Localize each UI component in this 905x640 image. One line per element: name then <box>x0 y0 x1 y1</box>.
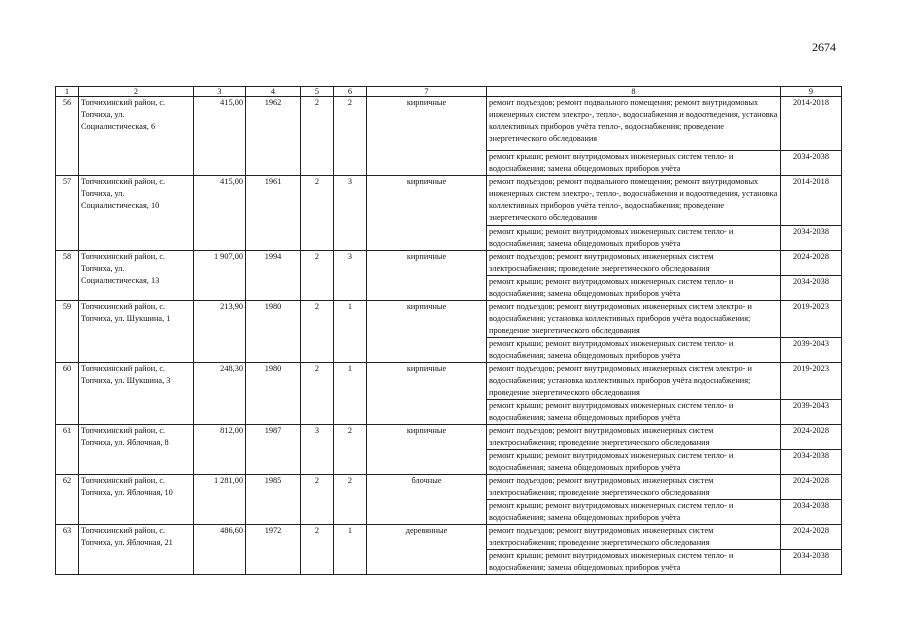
area-cell: 213,90 <box>194 301 246 363</box>
work-description-cell: ремонт крыши; ремонт внутридомовых инженерных систем тепло- и водоснабжения; замена общедомовых приборов учёта <box>487 276 781 301</box>
material-cell: блочные <box>367 475 487 525</box>
period-cell: 2024-2028 <box>781 251 842 276</box>
period-cell: 2034-2038 <box>781 550 842 575</box>
work-description-cell: ремонт подъездов; ремонт внутридомовых инженерных систем электро- и водоснабжения; установка коллективных приборов учёта водоснабжения; проведение энергетического обследования <box>487 301 781 338</box>
entrances-cell: 3 <box>334 251 367 301</box>
period-cell: 2034-2038 <box>781 450 842 475</box>
period-cell: 2034-2038 <box>781 276 842 301</box>
work-description-cell: ремонт подъездов; ремонт внутридомовых инженерных систем электроснабжения; проведение энергетического обследования <box>487 251 781 276</box>
floors-cell: 3 <box>301 425 334 475</box>
col-header: 7 <box>367 87 487 97</box>
period-cell: 2034-2038 <box>781 226 842 251</box>
work-description-cell: ремонт крыши; ремонт внутридомовых инженерных систем тепло- и водоснабжения; замена общедомовых приборов учёта <box>487 400 781 425</box>
table-row <box>56 176 842 226</box>
year-cell: 1987 <box>246 425 301 475</box>
floors-cell: 2 <box>301 475 334 525</box>
material-cell: деревянные <box>367 525 487 575</box>
table-row <box>56 97 842 151</box>
row-number: 61 <box>56 425 79 475</box>
row-number: 57 <box>56 176 79 251</box>
row-number: 60 <box>56 363 79 425</box>
work-description-cell: ремонт крыши; ремонт внутридомовых инженерных систем тепло- и водоснабжения; замена общедомовых приборов учёта <box>487 151 781 176</box>
material-cell: кирпичные <box>367 425 487 475</box>
col-header: 6 <box>334 87 367 97</box>
address-cell: Топчихинский район, с. Топчиха, ул. Яблочная, 10 <box>79 475 194 525</box>
material-cell: кирпичные <box>367 301 487 363</box>
year-cell: 1961 <box>246 176 301 251</box>
floors-cell: 2 <box>301 97 334 176</box>
period-cell: 2034-2038 <box>781 500 842 525</box>
work-description-cell: ремонт подъездов; ремонт внутридомовых инженерных систем электроснабжения; проведение энергетического обследования <box>487 475 781 500</box>
entrances-cell: 2 <box>334 425 367 475</box>
address-cell: Топчихинский район, с. Топчиха, ул. Социалистическая, 6 <box>79 97 194 176</box>
period-cell: 2014-2018 <box>781 176 842 226</box>
work-description-cell: ремонт подъездов; ремонт подвального помещения; ремонт внутридомовых инженерных систем электро-, тепло-, водоснабжения и водоотведения, установка коллективных приборов учёта тепло-, водоснабжения; проведение энергетического обследования <box>487 97 781 151</box>
entrances-cell: 2 <box>334 475 367 525</box>
area-cell: 1 907,00 <box>194 251 246 301</box>
year-cell: 1994 <box>246 251 301 301</box>
table-row <box>56 363 842 400</box>
row-number: 63 <box>56 525 79 575</box>
floors-cell: 2 <box>301 525 334 575</box>
year-cell: 1985 <box>246 475 301 525</box>
address-cell: Топчихинский район, с. Топчиха, ул. Шукшина, 3 <box>79 363 194 425</box>
area-cell: 486,60 <box>194 525 246 575</box>
material-cell: кирпичные <box>367 363 487 425</box>
period-cell: 2039-2043 <box>781 338 842 363</box>
work-description-cell: ремонт крыши; ремонт внутридомовых инженерных систем тепло- и водоснабжения; замена общедомовых приборов учёта <box>487 450 781 475</box>
row-number: 58 <box>56 251 79 301</box>
address-cell: Топчихинский район, с. Топчиха, ул. Социалистическая, 13 <box>79 251 194 301</box>
period-cell: 2019-2023 <box>781 363 842 400</box>
floors-cell: 2 <box>301 363 334 425</box>
address-cell: Топчихинский район, с. Топчиха, ул. Яблочная, 21 <box>79 525 194 575</box>
entrances-cell: 1 <box>334 363 367 425</box>
col-header: 1 <box>56 87 79 97</box>
col-header: 9 <box>781 87 842 97</box>
col-header: 3 <box>194 87 246 97</box>
entrances-cell: 2 <box>334 97 367 176</box>
address-cell: Топчихинский район, с. Топчиха, ул. Социалистическая, 10 <box>79 176 194 251</box>
period-cell: 2014-2018 <box>781 97 842 151</box>
work-description-cell: ремонт крыши; ремонт внутридомовых инженерных систем тепло- и водоснабжения; замена общедомовых приборов учёта <box>487 550 781 575</box>
period-cell: 2024-2028 <box>781 425 842 450</box>
year-cell: 1962 <box>246 97 301 176</box>
work-description-cell: ремонт крыши; ремонт внутридомовых инженерных систем тепло- и водоснабжения; замена общедомовых приборов учёта <box>487 226 781 251</box>
row-number: 59 <box>56 301 79 363</box>
col-header: 2 <box>79 87 194 97</box>
material-cell: кирпичные <box>367 251 487 301</box>
col-header: 4 <box>246 87 301 97</box>
work-description-cell: ремонт крыши; ремонт внутридомовых инженерных систем тепло- и водоснабжения; замена общедомовых приборов учёта <box>487 500 781 525</box>
table-row <box>56 301 842 338</box>
work-description-cell: ремонт подъездов; ремонт внутридомовых инженерных систем электроснабжения; проведение энергетического обследования <box>487 425 781 450</box>
material-cell: кирпичные <box>367 176 487 251</box>
period-cell: 2019-2023 <box>781 301 842 338</box>
table-row <box>56 425 842 450</box>
row-number: 62 <box>56 475 79 525</box>
period-cell: 2039-2043 <box>781 400 842 425</box>
floors-cell: 2 <box>301 301 334 363</box>
page-number: 2674 <box>812 40 836 54</box>
table-row <box>56 475 842 500</box>
row-number: 56 <box>56 97 79 176</box>
address-cell: Топчихинский район, с. Топчиха, ул. Шукшина, 1 <box>79 301 194 363</box>
entrances-cell: 3 <box>334 176 367 251</box>
floors-cell: 2 <box>301 176 334 251</box>
period-cell: 2034-2038 <box>781 151 842 176</box>
area-cell: 415,00 <box>194 97 246 176</box>
work-description-cell: ремонт крыши; ремонт внутридомовых инженерных систем тепло- и водоснабжения; замена общедомовых приборов учёта <box>487 338 781 363</box>
area-cell: 415,00 <box>194 176 246 251</box>
col-header: 5 <box>301 87 334 97</box>
floors-cell: 2 <box>301 251 334 301</box>
table-row <box>56 525 842 550</box>
area-cell: 248,30 <box>194 363 246 425</box>
table-row <box>56 251 842 276</box>
area-cell: 1 281,00 <box>194 475 246 525</box>
year-cell: 1980 <box>246 363 301 425</box>
period-cell: 2024-2028 <box>781 525 842 550</box>
material-cell: кирпичные <box>367 97 487 176</box>
housing-repair-table <box>55 86 842 575</box>
year-cell: 1980 <box>246 301 301 363</box>
address-cell: Топчихинский район, с. Топчиха, ул. Яблочная, 8 <box>79 425 194 475</box>
entrances-cell: 1 <box>334 301 367 363</box>
period-cell: 2024-2028 <box>781 475 842 500</box>
year-cell: 1972 <box>246 525 301 575</box>
work-description-cell: ремонт подъездов; ремонт подвального помещения; ремонт внутридомовых инженерных систем электро-, тепло-, водоснабжения и водоотведения, установка коллективных приборов учёта тепло-, водоснабжения; проведение энергетического обследования <box>487 176 781 226</box>
work-description-cell: ремонт подъездов; ремонт внутридомовых инженерных систем электроснабжения; проведение энергетического обследования <box>487 525 781 550</box>
header-row <box>56 87 842 97</box>
col-header: 8 <box>487 87 781 97</box>
entrances-cell: 1 <box>334 525 367 575</box>
work-description-cell: ремонт подъездов; ремонт внутридомовых инженерных систем электро- и водоснабжения; установка коллективных приборов учёта водоснабжения; проведение энергетического обследования <box>487 363 781 400</box>
area-cell: 812,00 <box>194 425 246 475</box>
